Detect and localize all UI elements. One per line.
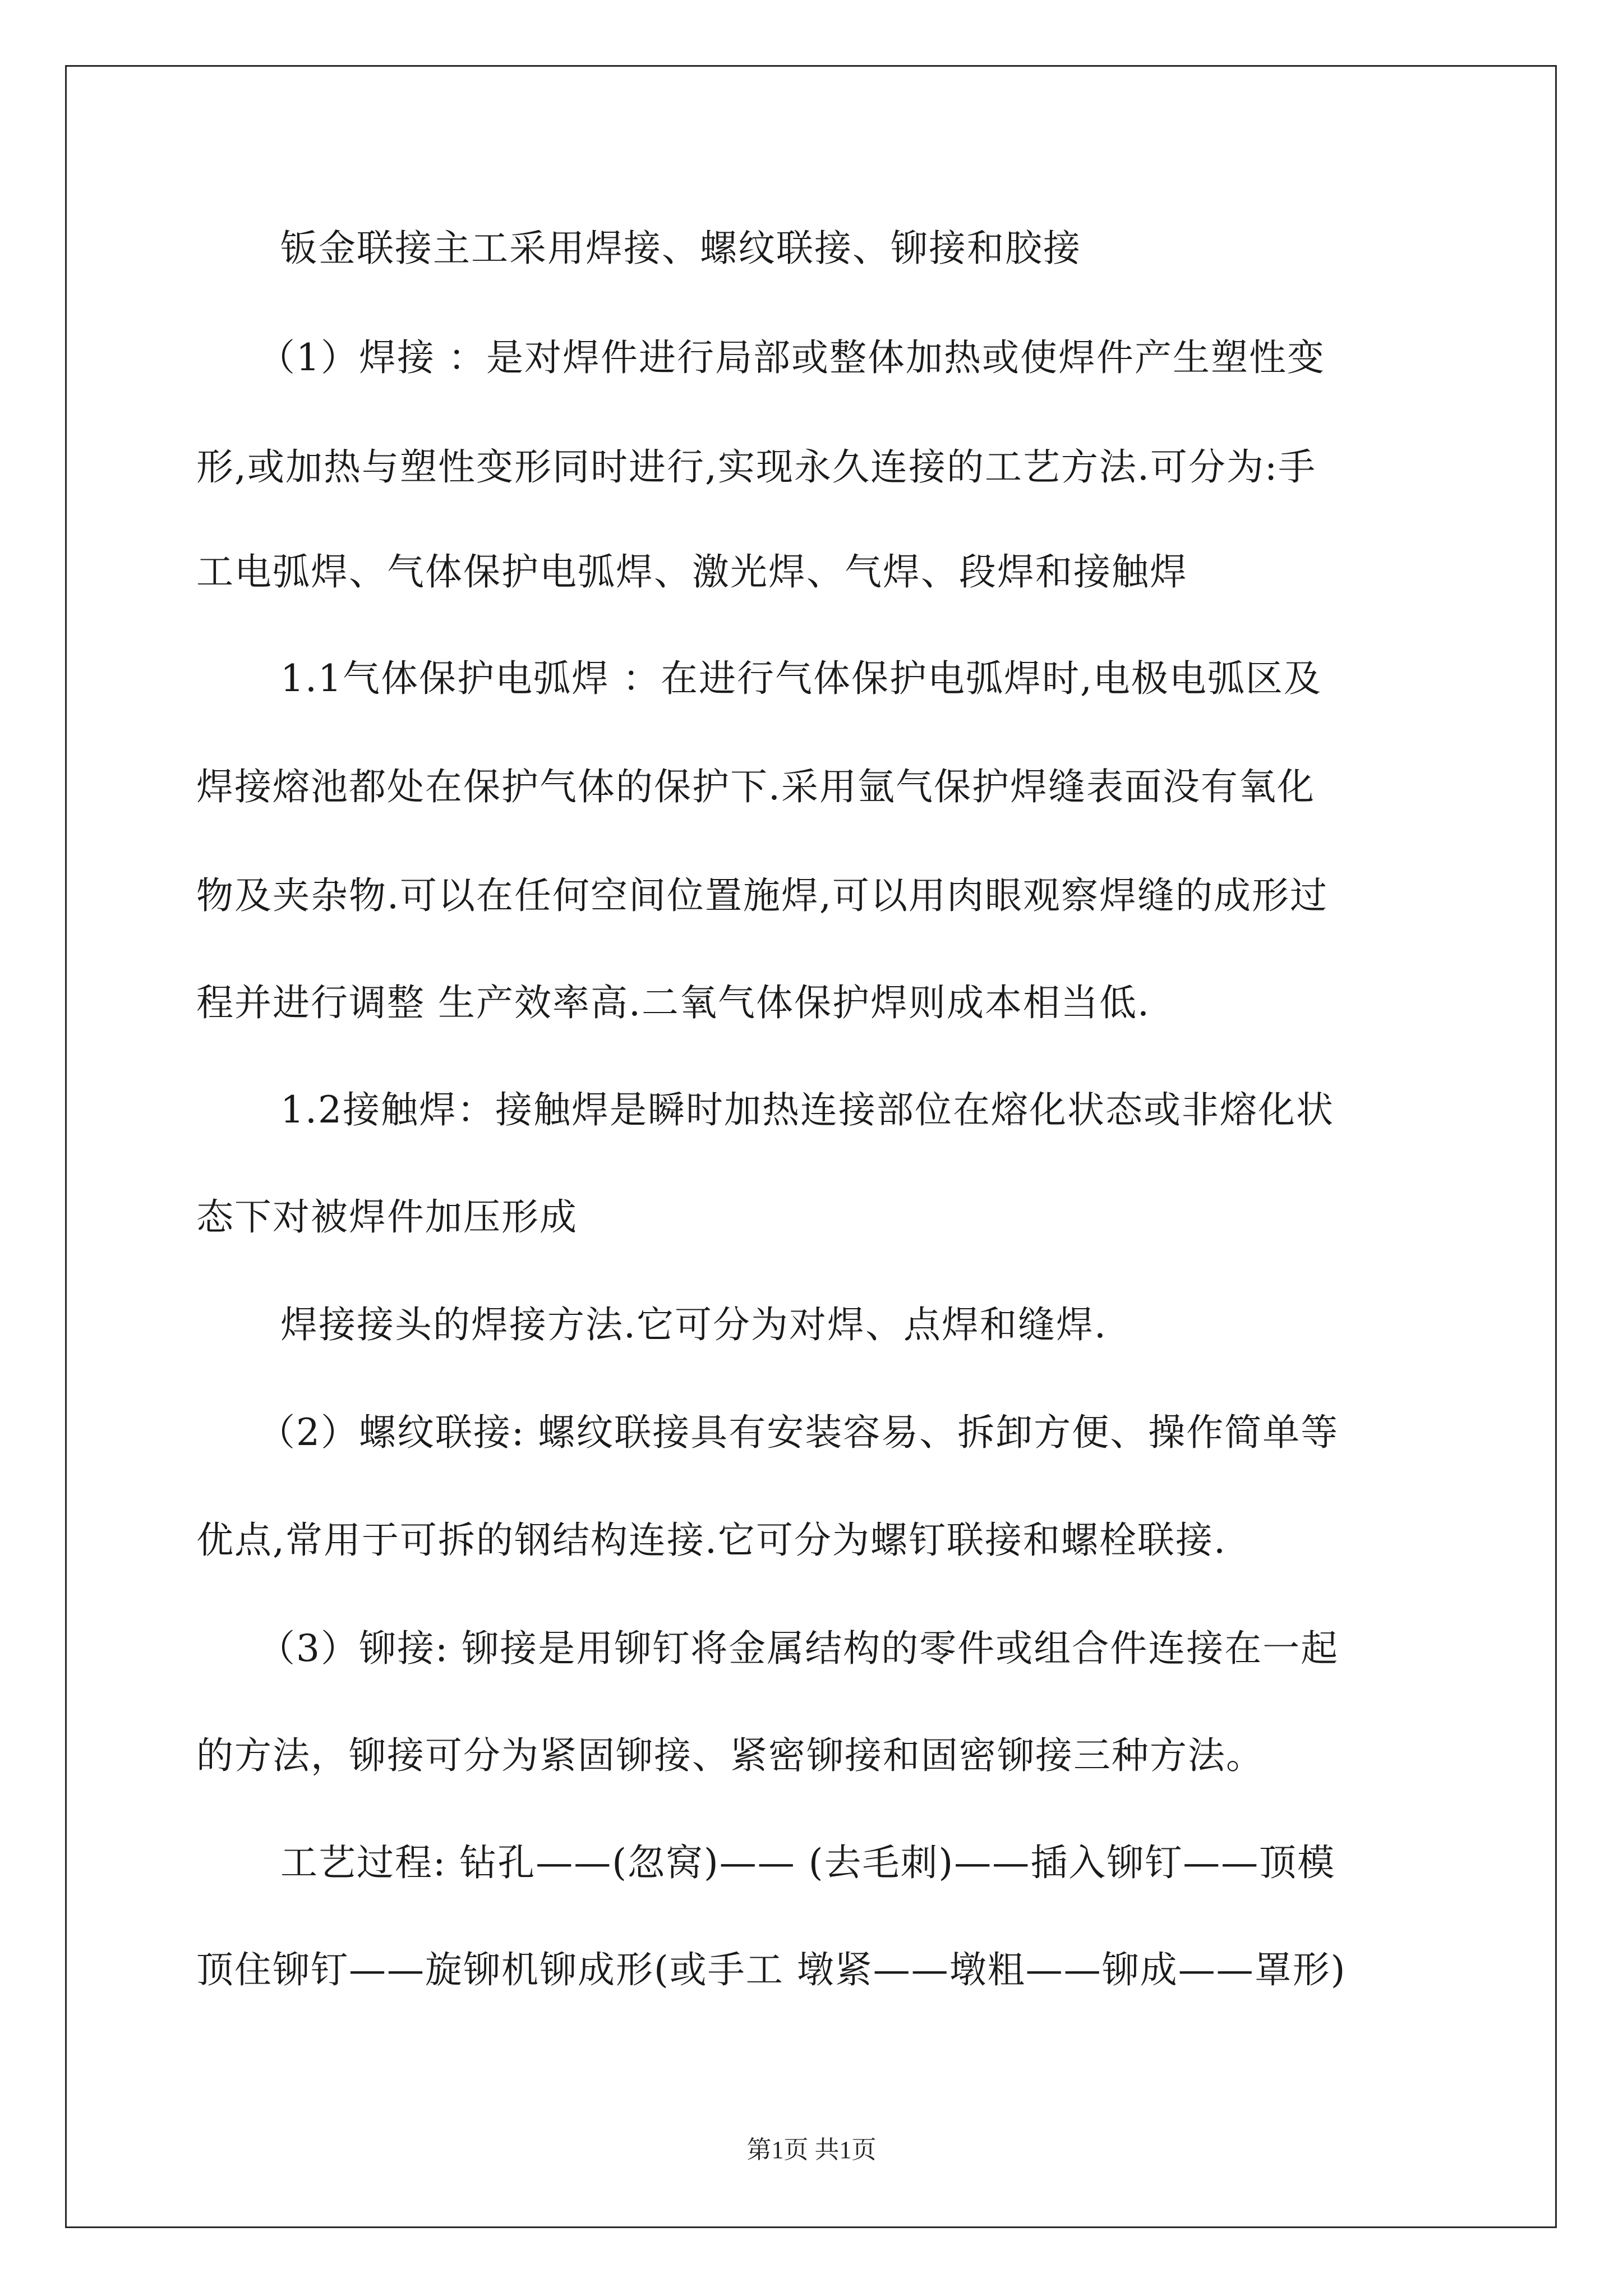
text-line: 焊接接头的焊接方法.它可分为对焊、点焊和缝焊.: [280, 1303, 1107, 1346]
text-line: 钣金联接主工采用焊接、螺纹联接、铆接和胶接: [280, 227, 1081, 270]
text-line: 优点,常用于可拆的钢结构连接.它可分为螺钉联接和螺栓联接.: [196, 1519, 1227, 1562]
text-line: 1.1气体保护电弧焊 ：在进行气体保护电弧焊时,电极电弧区及: [280, 657, 1322, 700]
text-line: 的方法，铆接可分为紧固铆接、紧密铆接和固密铆接三种方法。: [196, 1734, 1264, 1777]
text-line: （1）焊接 ：是对焊件进行局部或整体加热或使焊件产生塑性变: [258, 336, 1325, 379]
page-number: 第1页 共1页: [746, 2136, 877, 2164]
text-line: 1.2接触焊：接触焊是瞬时加热连接部位在熔化状态或非熔化状: [280, 1088, 1334, 1131]
text-line: 物及夹杂物.可以在任何空间位置施焊,可以用肉眼观察焊缝的成形过: [196, 874, 1328, 917]
text-line: 焊接熔池都处在保护气体的保护下.采用氩气保护焊缝表面没有氧化: [196, 765, 1315, 808]
text-line: 顶住铆钉——旋铆机铆成形(或手工 墩紧——墩粗——铆成——罩形): [196, 1948, 1347, 1991]
text-line: 工电弧焊、气体保护电弧焊、激光焊、气焊、段焊和接触焊: [196, 550, 1188, 593]
text-line: 程并进行调整 生产效率高.二氧气体保护焊则成本相当低.: [196, 981, 1150, 1024]
text-line: 工艺过程: 钻孔——(忽窝)—— (去毛刺)——插入铆钉——顶模: [280, 1841, 1336, 1884]
text-line: 形,或加热与塑性变形同时进行,实现永久连接的工艺方法.可分为:手: [196, 445, 1317, 489]
page-border: [65, 65, 1557, 2228]
text-line: （2）螺纹联接: 螺纹联接具有安装容易、拆卸方便、操作简单等: [258, 1411, 1339, 1454]
text-line: 态下对被焊件加压形成: [196, 1195, 578, 1239]
text-line: （3）铆接: 铆接是用铆钉将金属结构的零件或组合件连接在一起: [258, 1627, 1339, 1670]
